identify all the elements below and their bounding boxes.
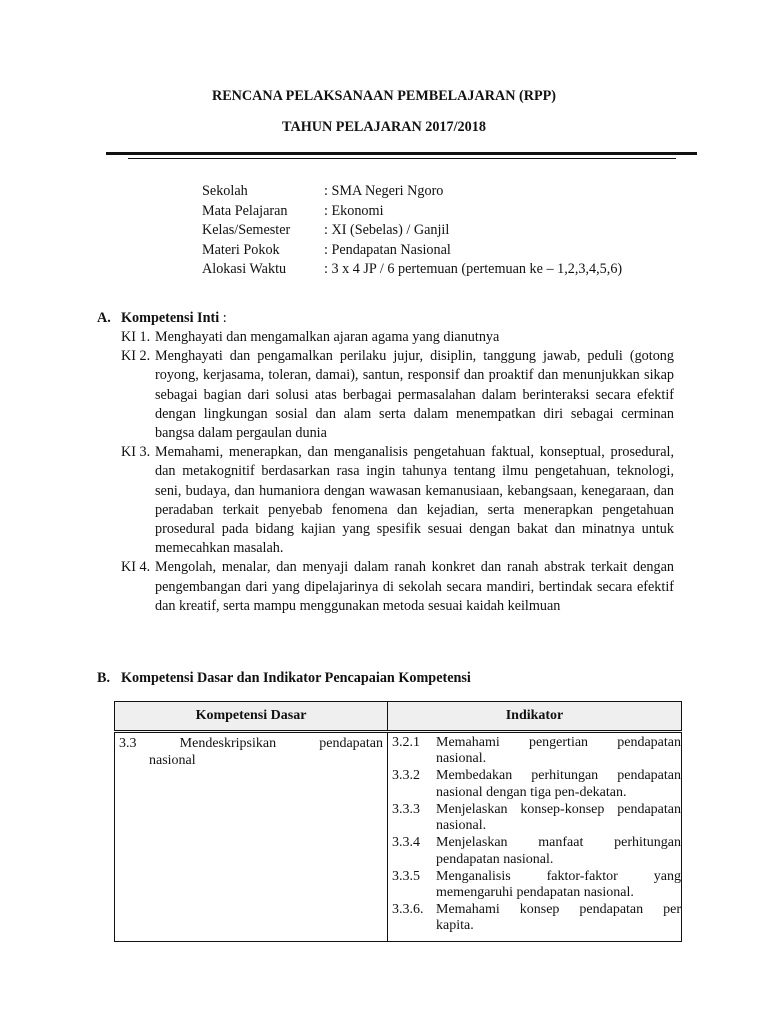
indicator-line: Membedakan perhitungan pendapatan [436, 768, 681, 784]
indicator-text [436, 835, 681, 868]
indicator-item [392, 802, 681, 835]
indicator-line: Memahami pengertian pendapatan [436, 735, 681, 750]
indicator-text [436, 869, 681, 902]
indicator-line: nasional. [436, 818, 487, 834]
section-a-heading [97, 309, 677, 328]
kd-number: 3.3 [119, 736, 137, 751]
indicator-line: nasional. [436, 751, 487, 767]
ki-text: Mengolah, menalar, dan menyaji dalam ranah konkret dan ranah abstrak terkait dengan pengembangan dari yang dipelajarinya di sekolah secara mandiri, bertindak secara efektif dan kreatif, serta mampu menggunakan metoda sesuai kaidah keilmuan [155, 559, 674, 614]
ki-number: KI 1. [121, 329, 151, 345]
indicator-number: 3.2.1 [392, 735, 420, 750]
indicator-number: 3.3.4 [392, 835, 420, 851]
table-header-row [115, 702, 682, 732]
info-value: : 3 x 4 JP / 6 pertemuan (pertemuan ke – 1,2,3,4,5,6) [324, 261, 623, 278]
section-suffix: : [219, 310, 227, 326]
indicator-text [436, 902, 681, 935]
info-row-alokasi-waktu [202, 260, 622, 280]
ki-item-1 [121, 328, 674, 347]
indicator-text [436, 768, 681, 801]
info-label: Sekolah [202, 183, 248, 199]
section-letter: B. [97, 670, 111, 686]
indicator-line: Menjelaskan manfaat perhitungan [436, 835, 681, 851]
indicator-item [392, 835, 681, 868]
ki-number: KI 4. [121, 559, 151, 576]
info-value: : Pendapatan Nasional [324, 241, 451, 258]
section-kompetensi-dasar [97, 669, 677, 688]
indicator-text [436, 735, 681, 768]
section-kompetensi-inti [97, 309, 677, 616]
info-value: : SMA Negeri Ngoro [324, 183, 444, 199]
indicator-item [392, 768, 681, 801]
kd-word: Mendeskripsikan [179, 736, 277, 751]
indicator-number: 3.3.5 [392, 868, 420, 884]
section-letter: A. [97, 310, 111, 326]
ki-item-3 [121, 443, 674, 558]
kd-line [119, 735, 383, 752]
section-title: Kompetensi Inti [121, 310, 220, 326]
indicator-line: Memahami konsep pendapatan per [436, 902, 681, 918]
indicator-number: 3.3.6. [392, 902, 424, 918]
indicator-line: pendapatan nasional. [436, 851, 554, 867]
ki-text: Menghayati dan pengamalkan perilaku jujur, disiplin, tanggung jawab, peduli (gotong royong, kerjasama, toleran, damai), santun, responsif dan proaktif dan menunjukkan sikap sebagai bagian dari solusi atas berbagai permasalahan dalam berinteraksi secara efektif dengan lingkungan sosial dan alam serta dalam menempatkan diri sebagai cerminan bangsa dalam pergaulan dunia [155, 348, 674, 442]
indikator-cell [388, 732, 682, 942]
ki-number: KI 3. [121, 444, 151, 461]
info-row-kelas-semester [202, 221, 622, 241]
info-label: Alokasi Waktu [202, 261, 287, 278]
document-subtitle: TAHUN PELAJARAN 2017/2018 [282, 119, 486, 135]
ki-text: Menghayati dan mengamalkan ajaran agama yang dianutnya [155, 329, 500, 345]
identity-block [202, 182, 622, 280]
indicator-line: memengaruhi pendapatan nasional. [436, 885, 634, 901]
indicator-item [392, 735, 681, 768]
indicator-line: Menjelaskan konsep-konsep pendapatan [436, 801, 681, 817]
header-kompetensi-dasar: Kompetensi Dasar [115, 702, 388, 732]
ki-item-2 [121, 347, 674, 443]
kd-line: nasional [149, 753, 196, 768]
indicator-line: kapita. [436, 918, 474, 934]
info-row-mata-pelajaran [202, 202, 622, 222]
kd-word: pendapatan [319, 736, 383, 751]
ki-list [121, 328, 674, 616]
table-row [115, 732, 682, 942]
indicator-item [392, 869, 681, 902]
info-value: : Ekonomi [324, 202, 384, 219]
info-value: : XI (Sebelas) / Ganjil [324, 222, 450, 239]
info-row-sekolah [202, 182, 622, 202]
indicator-line: nasional dengan tiga pen-dekatan. [436, 784, 627, 800]
section-title: Kompetensi Dasar dan Indikator Pencapaian Kompetensi [121, 670, 471, 686]
indicator-item [392, 902, 681, 935]
info-label: Mata Pelajaran [202, 202, 288, 219]
header-rule-thin [128, 158, 676, 159]
info-label: Kelas/Semester [202, 222, 291, 239]
indicator-line: Menganalisis faktor-faktor yang [436, 868, 681, 884]
indicator-text [436, 802, 681, 835]
info-row-materi-pokok [202, 241, 622, 261]
header-rule-thick [106, 152, 697, 155]
kd-indikator-table [114, 701, 682, 942]
indicator-number: 3.3.3 [392, 801, 420, 817]
kd-cell [115, 732, 388, 942]
info-label: Materi Pokok [202, 241, 280, 258]
ki-text: Memahami, menerapkan, dan menganalisis pengetahuan faktual, konseptual, prosedural, dan metakognitif berdasarkan rasa ingin tahunya tentang ilmu pengetahuan, teknologi, seni, budaya, dan humaniora dengan wawasan kemanusiaan, kebangsaan, kenegaraan, dan peradaban terkait penyebab fenomena dan kejadian, serta menerapkan pengetahuan prosedural pada bidang kajian yang spesifik sesuai dengan bakat dan minatnya untuk memecahkan masalah. [155, 444, 674, 557]
header-indikator: Indikator [388, 702, 682, 732]
section-b-heading [97, 669, 677, 688]
ki-item-4 [121, 558, 674, 616]
ki-number: KI 2. [121, 348, 151, 365]
indicator-number: 3.3.2 [392, 768, 420, 784]
document-title: RENCANA PELAKSANAAN PEMBELAJARAN (RPP) [211, 88, 557, 104]
